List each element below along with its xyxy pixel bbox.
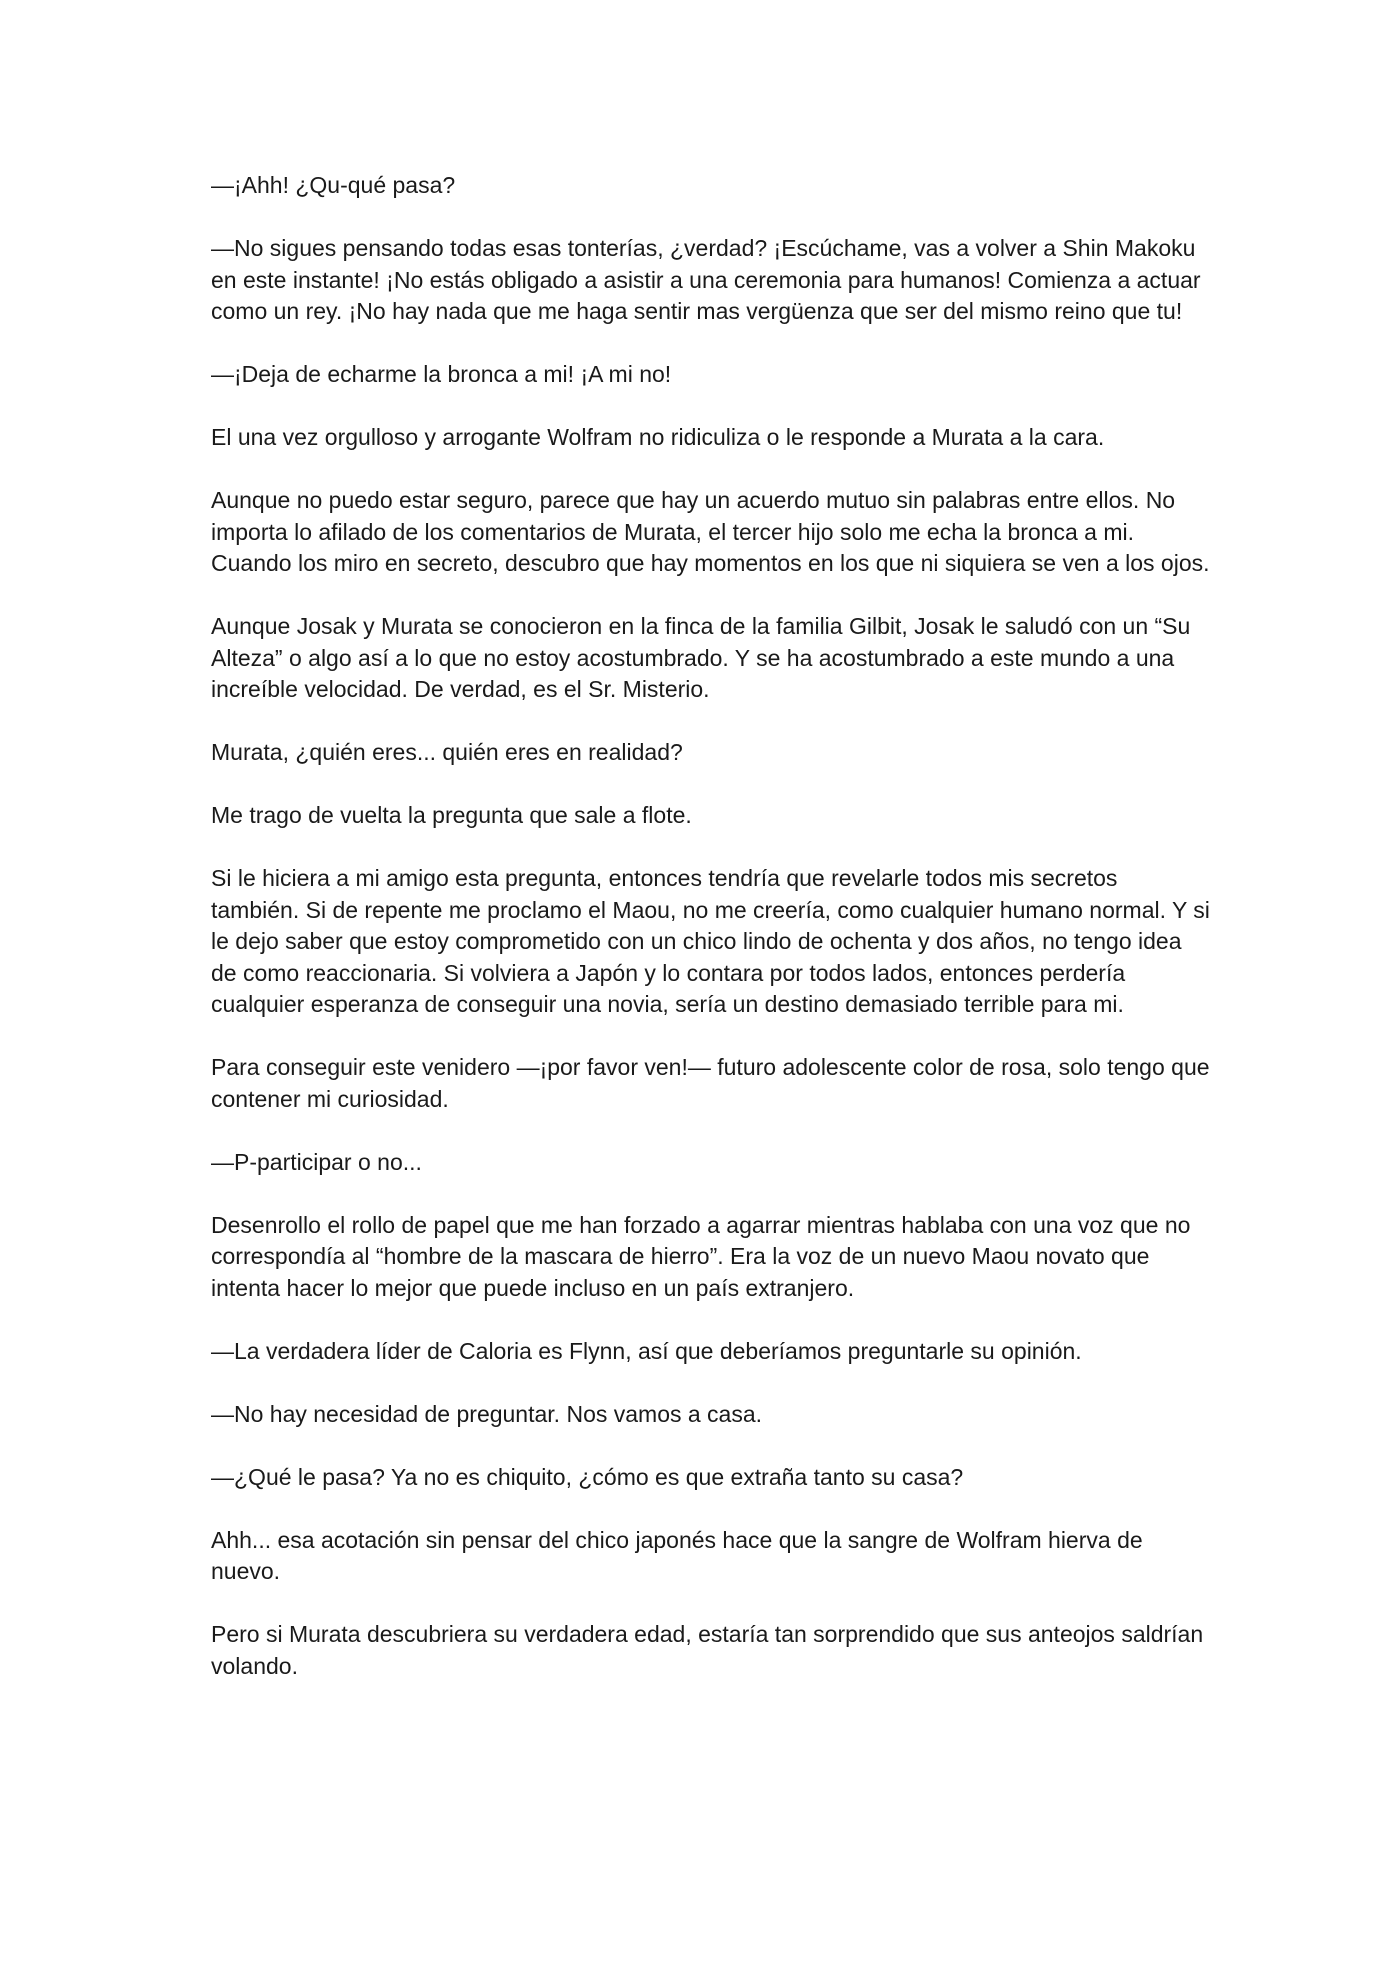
paragraph: —¿Qué le pasa? Ya no es chiquito, ¿cómo es que extraña tanto su casa? <box>211 1463 964 1490</box>
paragraph: Aunque Josak y Murata se conocieron en la finca de la familia Gilbit, Josak le saludó con un “Su Alteza” o algo así a lo que no estoy acostumbrado. Y se ha acostumbrado a este mundo a una increíble velocidad. De verdad, es el Sr. Misterio. <box>211 613 1191 702</box>
paragraph: Desenrollo el rollo de papel que me han forzado a agarrar mientras hablaba con una voz que no correspondía al “hombre de la mascara de hierro”. Era la voz de un nuevo Maou novato que intenta hacer lo mejor que puede incluso en un país extranjero. <box>211 1211 1191 1301</box>
paragraph: —P-participar o no... <box>211 1148 422 1175</box>
paragraph: Ahh... esa acotación sin pensar del chico japonés hace que la sangre de Wolfram hierva de nuevo. <box>211 1526 1143 1584</box>
paragraph: —No hay necesidad de preguntar. Nos vamos a casa. <box>211 1400 763 1427</box>
paragraph: Murata, ¿quién eres... quién eres en realidad? <box>211 739 683 765</box>
paragraph: Me trago de vuelta la pregunta que sale a flote. <box>211 802 692 828</box>
paragraph: Aunque no puedo estar seguro, parece que hay un acuerdo mutuo sin palabras entre ellos. No importa lo afilado de los comentarios de Murata, el tercer hijo solo me echa la bronca a mi. Cuando los miro en secreto, descubro que hay momentos en los que ni siquiera se ven a los ojos. <box>211 487 1210 576</box>
document-body <box>211 170 1211 1714</box>
paragraph: El una vez orgulloso y arrogante Wolfram no ridiculiza o le responde a Murata a la cara. <box>211 424 1105 450</box>
paragraph: —¡Ahh! ¿Qu-qué pasa? <box>211 172 456 198</box>
paragraph: Para conseguir este venidero —¡por favor ven!— futuro adolescente color de rosa, solo tengo que contener mi curiosidad. <box>211 1054 1210 1112</box>
paragraph: Pero si Murata descubriera su verdadera edad, estaría tan sorprendido que sus anteojos saldrían volando. <box>211 1621 1204 1679</box>
paragraph: —¡Deja de echarme la bronca a mi! ¡A mi no! <box>211 361 672 387</box>
paragraph: Si le hiciera a mi amigo esta pregunta, entonces tendría que revelarle todos mis secretos también. Si de repente me proclamo el Maou, no me creería, como cualquier humano normal. Y si le dejo saber que estoy comprometido con un chico lindo de ochenta y dos años, no tengo idea de como reaccionaria. Si volviera a Japón y lo contara por todos lados, entonces perdería cualquier esperanza de conseguir una novia, sería un destino demasiado terrible para mi. <box>211 865 1210 1017</box>
paragraph: —La verdadera líder de Caloria es Flynn, así que deberíamos preguntarle su opinión. <box>211 1337 1082 1364</box>
paragraph: —No sigues pensando todas esas tonterías, ¿verdad? ¡Escúchame, vas a volver a Shin Makoku en este instante! ¡No estás obligado a asistir a una ceremonia para humanos! Comienza a actuar como un rey. ¡No hay nada que me haga sentir mas vergüenza que ser del mismo reino que tu! <box>211 235 1201 324</box>
